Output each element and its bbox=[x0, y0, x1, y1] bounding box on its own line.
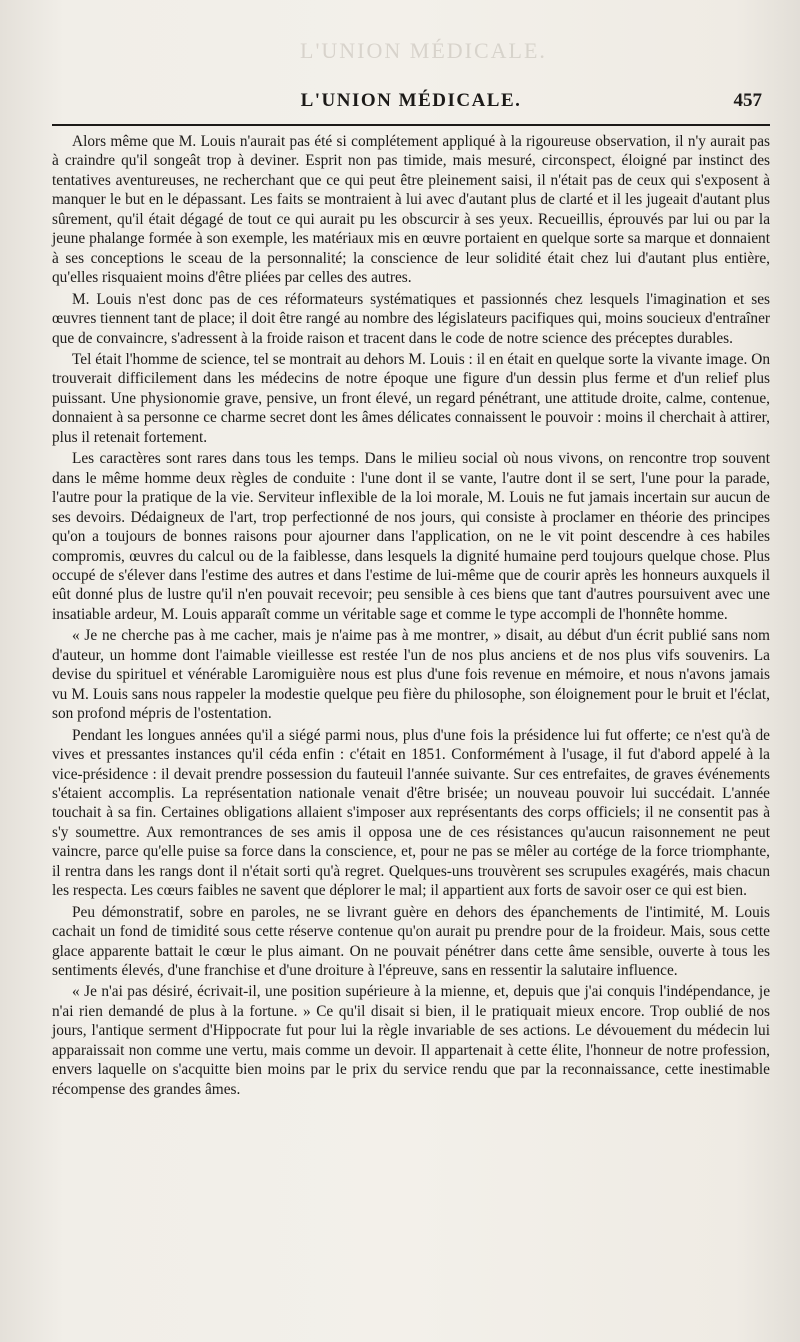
paragraph: M. Louis n'est donc pas de ces réformateurs systématiques et passionnés chez lesquels l'imagination et ses œuvres tiennent tant de place; il doit être rangé au nombre des législateurs pacifiques qui, moins soucieux d'entraîner que de convaincre, s'adressent à la froide raison et tracent dans le code de notre science des préceptes durables. bbox=[52, 290, 770, 347]
paragraph: Alors même que M. Louis n'aurait pas été si complétement appliqué à la rigoureuse observation, il n'y aurait pas à craindre qu'il songeât trop à deviner. Esprit non pas timide, mais mesuré, circonspect, éloigné par instinct des tentatives aventureuses, ne recherchant que ce qui peut être pleinement saisi, il n'était pas de ceux qui s'exposent à manquer le but en le dépassant. Les faits se montraient à lui avec d'autant plus de clarté et il les jugeait d'autant plus sûrement, qu'il était dégagé de tout ce qui aurait pu les obscurcir à ses yeux. Recueillis, éprouvés par lui ou par la jeune phalange formée à son exemple, les matériaux mis en œuvre portaient en quelque sorte sa marque et donnaient à ses conceptions le sceau de la personnalité; la conscience de leur solidité était chez lui d'autant plus entière, qu'elles risquaient moins d'être pliées par celles des autres. bbox=[52, 133, 770, 287]
paragraph: Pendant les longues années qu'il a siégé parmi nous, plus d'une fois la présidence lui fut offerte; ce n'est qu'à de vives et pressantes instances qu'il céda enfin : c'était en 1851. Conformément à l'usage, il fut d'abord appelé à la vice-présidence : il devait prendre possession du fauteuil l'année suivante. Sur ces entrefaites, de graves événements s'étaient accomplis. La représentation nationale venait d'être brisée; un nouveau pouvoir lui succédait. L'année touchait à sa fin. Certaines obligations allaient s'imposer aux représentants des corps officiels; il ne consentit pas à s'y soumettre. Aux remontrances de ses amis il opposa une de ces résistances qu'aucun raisonnement ne peut vaincre, parce qu'elle puise sa force dans la conscience, et, pour ne pas se mêler au cortége de la force triomphante, il rentra dans les rangs dont il n'était sorti qu'à regret. Quelques-uns trouvèrent ses scrupules exagérés, mais chacun les respecta. Les cœurs faibles ne savent que déplorer le mal; il appartient aux forts de savoir oser ce qui est bien. bbox=[52, 726, 770, 900]
paragraph: Tel était l'homme de science, tel se montrait au dehors M. Louis : il en était en quelque sorte la vivante image. On trouverait difficilement dans les médecins de notre époque une figure d'un dessin plus ferme et d'un relief plus puissant. Une physionomie grave, pensive, un front élevé, un regard pénétrant, une attitude droite, calme, contenue, donnaient à sa personne ce charme secret dont les âmes délicates connaissent le pouvoir : moins il cherchait à attirer, plus il retenait fortement. bbox=[52, 350, 770, 446]
paragraph: Les caractères sont rares dans tous les temps. Dans le milieu social où nous vivons, on rencontre trop souvent dans le même homme deux règles de conduite : l'une dont il se vante, l'autre dont il se sert, l'une pour la parade, l'autre pour la pratique de la vie. Serviteur inflexible de la loi morale, M. Louis ne fut jamais incertain sur aucun de ses devoirs. Dédaigneux de l'art, trop perfectionné de nos jours, qui consiste à proclamer en théorie des principes qu'on a toujours de bonnes raisons pour ajourner dans l'application, on ne le vit point descendre à ces habiles compromis, œuvres du calcul ou de la faiblesse, dans lesquels la dignité humaine perd toujours quelque chose. Plus occupé de s'élever dans l'estime des autres et dans l'estime de lui-même que de courir après les honneurs auxquels il eût donné plus de lustre qu'il n'en pouvait recevoir; peu sensible à ces biens que tant d'autres poursuivent avec une insatiable ardeur, M. Louis apparaît comme un véritable sage et comme le type accompli de l'honnête homme. bbox=[52, 450, 770, 623]
page-header bbox=[52, 90, 770, 122]
paragraph: Peu démonstratif, sobre en paroles, ne se livrant guère en dehors des épanchements de l'intimité, M. Louis cachait un fond de timidité sous cette réserve contenue qu'on aurait pu prendre pour de la froideur. Mais, sous cette glace apparente battait le cœur le plus aimant. On ne pouvait pénétrer dans cette âme sensible, ouverte à tous les sentiments élevés, d'une franchise et d'une droiture à l'épreuve, sans en ressentir la salutaire influence. bbox=[52, 903, 770, 980]
page-number: 457 bbox=[733, 90, 762, 111]
bleed-through-text: L'UNION MÉDICALE. bbox=[300, 38, 547, 63]
body-text bbox=[52, 132, 770, 1101]
paragraph: « Je n'ai pas désiré, écrivait-il, une position supérieure à la mienne, et, depuis que j'ai conquis l'indépendance, je n'ai rien demandé de plus à la fortune. » Ce qu'il disait si bien, il le pratiquait mieux encore. Trop oublié de nos jours, l'antique serment d'Hippocrate fut pour lui la règle invariable de ses actions. Le dévouement du médecin lui apparaissait non comme une vertu, mais comme un devoir. Il appartenait à cette élite, l'honneur de notre profession, envers laquelle on s'acquitte bien moins par le prix du service rendu que par la reconnaissance, cette inestimable récompense des grandes âmes. bbox=[52, 983, 770, 1098]
running-title: L'UNION MÉDICALE. bbox=[300, 90, 522, 111]
header-rule bbox=[52, 124, 770, 126]
paragraph: « Je ne cherche pas à me cacher, mais je n'aime pas à me montrer, » disait, au début d'un écrit publié sans nom d'auteur, un homme dont l'aimable vieillesse est restée l'un de nos plus anciens et de nos plus vifs souvenirs. La devise du spirituel et vénérable Laromiguière nous est plus d'une fois revenue en mémoire, et nous n'avons jamais vu M. Louis sans nous rappeler la modestie quelque peu fière du philosophe, son éloignement pour le bruit et l'éclat, son profond mépris de l'ostentation. bbox=[52, 627, 770, 723]
